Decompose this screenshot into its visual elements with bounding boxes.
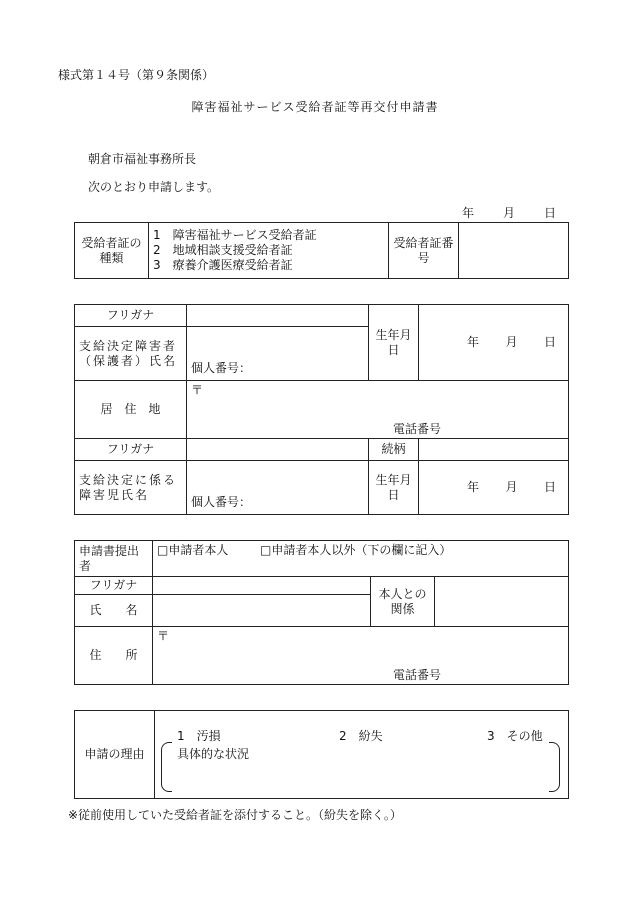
- relation-label: 続柄: [369, 439, 419, 461]
- applicant-name-label: 支給決定障害者（保護者）氏名: [75, 327, 187, 381]
- reason-option-lost[interactable]: 2 紛失: [339, 729, 383, 743]
- cert-number-field[interactable]: [459, 223, 569, 279]
- bracket-right: [549, 742, 560, 792]
- phone-label: 電話番号: [393, 422, 442, 436]
- birth-year: 年: [467, 335, 480, 349]
- child-birth-month: 月: [505, 480, 518, 494]
- submitter-address-label: 住 所: [75, 627, 153, 685]
- intro-text: 次のとおり申請します。: [88, 180, 220, 194]
- submitter-options: [153, 541, 569, 577]
- form-title: 障害福祉サービス受給者証等再交付申請書: [191, 100, 439, 114]
- date-month: 月: [503, 206, 516, 220]
- birth-month: 月: [505, 335, 518, 349]
- child-name-label: 支給決定に係る障害児氏名: [75, 461, 187, 515]
- furigana-field[interactable]: [187, 305, 369, 327]
- submitter-address-field[interactable]: [153, 627, 569, 685]
- date-day: 日: [544, 206, 557, 220]
- submitter-self-checkbox[interactable]: □申請者本人: [157, 543, 229, 557]
- child-furigana-field[interactable]: [187, 439, 369, 461]
- child-birth-day: 日: [543, 480, 556, 494]
- cert-option[interactable]: 3 療養介護医療受給者証: [153, 258, 293, 272]
- applicant-name-field[interactable]: [187, 327, 369, 381]
- applicant-table: [74, 304, 569, 515]
- child-name-field[interactable]: [187, 461, 369, 515]
- submitter-name-label: 氏 名: [75, 595, 153, 627]
- relation-field[interactable]: [419, 439, 569, 461]
- reason-option-soiled[interactable]: 1 汚損: [177, 729, 221, 743]
- birth-day: 日: [543, 335, 556, 349]
- submitter-phone-label: 電話番号: [393, 668, 442, 682]
- reason-field: [155, 711, 569, 799]
- cert-type-label: 受給者証の種類: [75, 223, 149, 279]
- child-birth-date-field[interactable]: [419, 461, 569, 515]
- submitter-table: [74, 540, 569, 685]
- submitter-label: 申請書提出者: [75, 541, 153, 577]
- submitter-furigana-label: フリガナ: [75, 577, 153, 595]
- reason-option-other[interactable]: 3 その他: [487, 729, 543, 743]
- my-number-label: 個人番号：: [191, 361, 252, 375]
- child-my-number-label: 個人番号：: [191, 495, 252, 509]
- addressee: 朝倉市福祉事務所長: [88, 152, 197, 166]
- submitter-relation-label: 本人との関係: [371, 577, 435, 627]
- attachment-note: ※従前使用していた受給者証を添付すること。（紛失を除く。）: [68, 808, 402, 822]
- child-birth-label: 生年月日: [369, 461, 419, 515]
- form-number: 様式第１４号（第９条関係）: [58, 68, 215, 82]
- birth-date-field[interactable]: [419, 305, 569, 381]
- address-label: 居 住 地: [75, 381, 187, 439]
- submitter-postal-mark: 〒: [157, 629, 170, 643]
- reason-table: [74, 710, 569, 799]
- cert-type-table: [74, 222, 569, 279]
- child-furigana-label: フリガナ: [75, 439, 187, 461]
- child-birth-year: 年: [467, 480, 480, 494]
- address-field[interactable]: [187, 381, 569, 439]
- furigana-label: フリガナ: [75, 305, 187, 327]
- date-year: 年: [462, 206, 475, 220]
- cert-option[interactable]: 2 地域相談支援受給者証: [153, 243, 293, 257]
- reason-detail-label: 具体的な状況: [177, 747, 250, 761]
- postal-mark: 〒: [191, 383, 204, 397]
- submitter-other-checkbox[interactable]: □申請者本人以外（下の欄に記入）: [260, 543, 452, 557]
- submitter-name-field[interactable]: [153, 595, 371, 627]
- reason-detail-field[interactable]: [177, 763, 544, 789]
- reason-label: 申請の理由: [75, 711, 155, 799]
- submitter-furigana-field[interactable]: [153, 577, 371, 595]
- bracket-left: [161, 742, 172, 792]
- birth-label: 生年月日: [369, 305, 419, 381]
- cert-option[interactable]: 1 障害福祉サービス受給者証: [153, 228, 317, 242]
- cert-number-label: 受給者証番号: [389, 223, 459, 279]
- submitter-relation-field[interactable]: [435, 577, 569, 627]
- cert-type-options: [149, 223, 389, 279]
